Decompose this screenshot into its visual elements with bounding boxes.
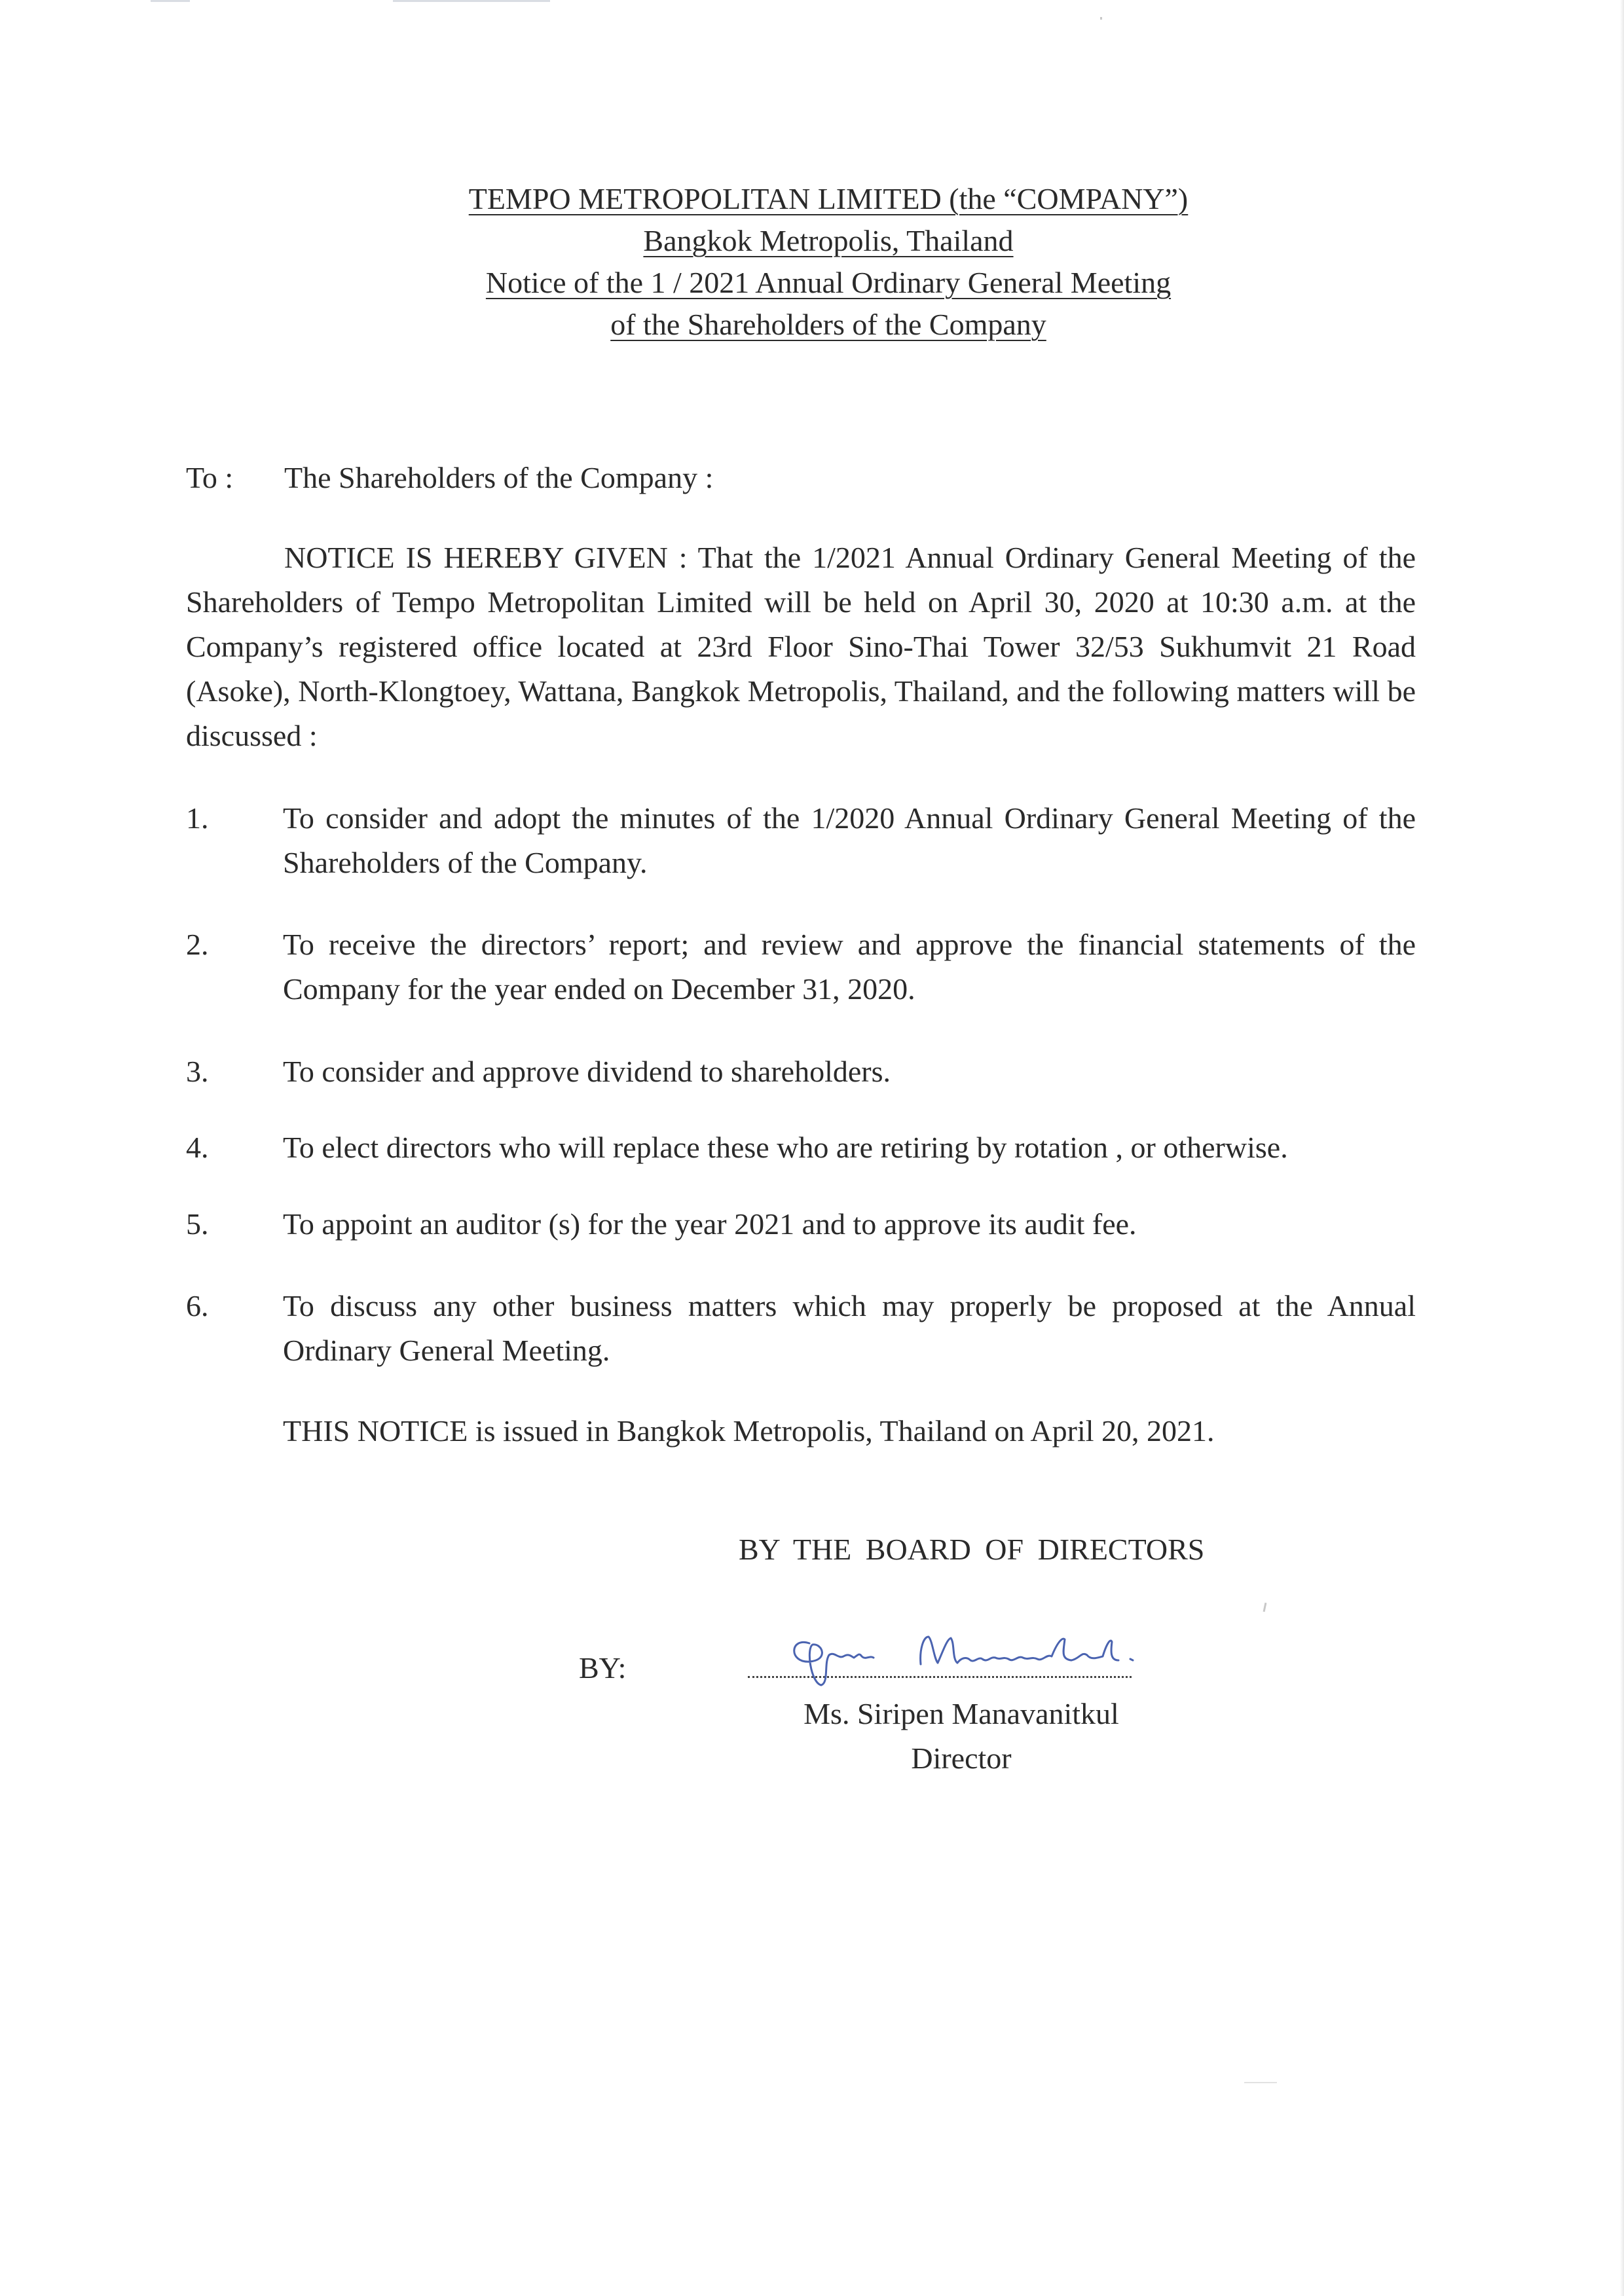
signer-block [726, 1692, 1197, 1781]
meeting-title: Notice of the 1 / 2021 Annual Ordinary General Meeting [485, 266, 1172, 299]
agenda-item [186, 796, 1416, 885]
agenda-item-number: 6. [186, 1289, 209, 1322]
salutation-label: To : [186, 461, 234, 494]
agenda-item [186, 922, 1416, 1011]
meeting-subtitle: of the Shareholders of the Company [610, 308, 1046, 341]
scan-speck [1244, 2082, 1277, 2083]
agenda-item [186, 1202, 1416, 1247]
agenda-item-text: To elect directors who will replace these who are retiring by rotation , or otherwise. [283, 1131, 1288, 1164]
agenda-item-text: To discuss any other business matters which may properly be proposed at the Annual Ordinary General Meeting. [283, 1289, 1416, 1367]
agenda-item-text: To consider and adopt the minutes of the 1/2020 Annual Ordinary General Meeting of the Shareholders of the Company. [283, 801, 1416, 879]
agenda-item-number: 1. [186, 801, 209, 835]
signer-name: Ms. Siripen Manavanitkul [803, 1697, 1119, 1730]
agenda-item-number: 5. [186, 1207, 209, 1241]
salutation [186, 457, 713, 499]
agenda-item-number: 3. [186, 1055, 209, 1088]
company-name: TEMPO METROPOLITAN LIMITED (the “COMPANY”) [468, 182, 1189, 215]
scan-mark [393, 0, 550, 2]
company-location: Bangkok Metropolis, Thailand [643, 224, 1014, 257]
agenda-item-number: 2. [186, 928, 209, 961]
scan-mark [151, 0, 190, 2]
agenda-item-text: To consider and approve dividend to shareholders. [283, 1055, 891, 1088]
salutation-text: The Shareholders of the Company : [284, 461, 714, 494]
handwritten-signature [783, 1617, 1150, 1689]
scan-speck [1100, 17, 1102, 20]
agenda-item [186, 1125, 1416, 1170]
agenda-item [186, 1284, 1416, 1373]
notice-intro-paragraph: NOTICE IS HEREBY GIVEN : That the 1/2021 Annual Ordinary General Meeting of the Shareholders of Tempo Metropolitan Limited will be held on April 30, 2020 at 10:30 a.m. at the Company’s registered office located at 23rd Floor Sino-Thai Tower 32/53 Sukhumvit 21 Road (Asoke), North-Klongtoey, Wattana, Bangkok Metropolis, Thailand, and the following matters will be discussed : [186, 541, 1416, 752]
agenda-item-text: To receive the directors’ report; and review and approve the financial statements of the Company for the year ended on December 31, 2020. [283, 928, 1416, 1006]
signer-title: Director [911, 1741, 1012, 1775]
agenda-item [186, 1049, 1416, 1094]
scan-speck [1263, 1603, 1267, 1612]
agenda-item-text: To appoint an auditor (s) for the year 2021 and to approve its audit fee. [283, 1207, 1137, 1241]
notice-heading [0, 178, 1624, 346]
by-label: BY: [579, 1651, 627, 1685]
agenda-item-number: 4. [186, 1131, 209, 1164]
issue-statement: THIS NOTICE is issued in Bangkok Metropolis, Thailand on April 20, 2021. [283, 1414, 1215, 1448]
board-of-directors: BY THE BOARD OF DIRECTORS [739, 1533, 1205, 1566]
